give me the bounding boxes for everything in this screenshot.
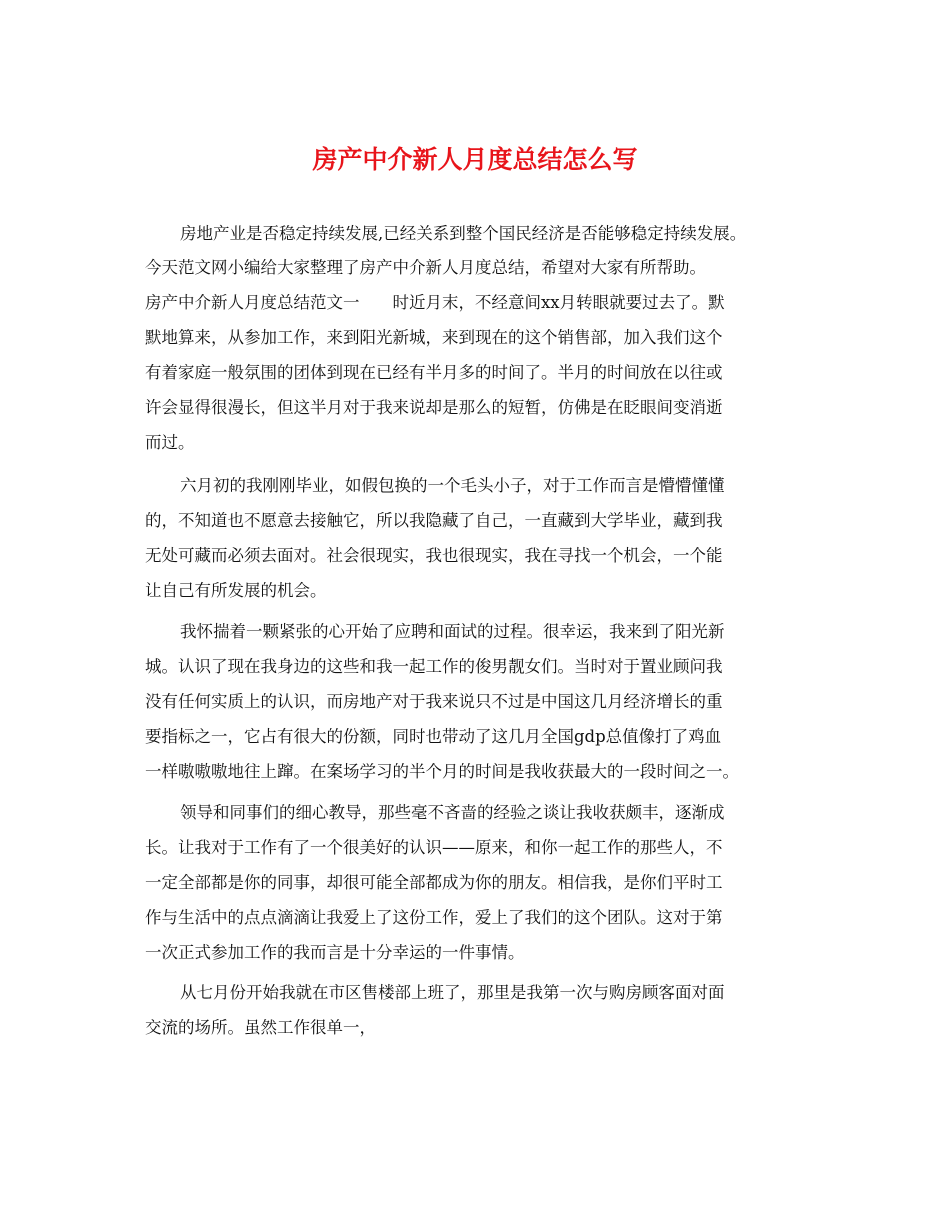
text-line: 有着家庭一般氛围的团体到现在已经有半月多的时间了。半月的时间放在以往或 bbox=[145, 363, 723, 382]
text-line: 城。认识了现在我身边的这些和我一起工作的俊男靓女们。当时对于置业顾问我 bbox=[145, 657, 723, 676]
text-line: 作与生活中的点点滴滴让我爱上了这份工作，爱上了我们的这个团队。这对于第 bbox=[145, 908, 723, 927]
text-line: 让自己有所发展的机会。 bbox=[145, 581, 327, 600]
text-line: 今天范文网小编给大家整理了房产中介新人月度总结，希望对大家有所帮助。 bbox=[145, 258, 706, 277]
text-line: 交流的场所。虽然工作很单一， bbox=[145, 1018, 376, 1037]
text-line: 要指标之一，它占有很大的份额，同时也带动了这几月全国gdp总值像打了鸡血 bbox=[145, 727, 722, 746]
text-line: 一样嗷嗷嗷地往上蹿。在案场学习的半个月的时间是我收获最大的一段时间之一。 bbox=[145, 762, 739, 781]
text-line: 无处可藏而必须去面对。社会很现实，我也很现实，我在寻找一个机会，一个能 bbox=[145, 546, 723, 565]
text-line: 一定全部都是你的同事，却很可能全部都成为你的朋友。相信我，是你们平时工 bbox=[145, 873, 723, 892]
text-line: 长。让我对于工作有了一个很美好的认识——原来，和你一起工作的那些人，不 bbox=[145, 838, 723, 857]
text-line: 六月初的我刚刚毕业，如假包换的一个毛头小子，对于工作而言是懵懵懂懂 bbox=[180, 476, 725, 495]
text-line: 而过。 bbox=[145, 433, 195, 452]
text-line: 房地产业是否稳定持续发展,已经关系到整个国民经济是否能够稳定持续发展。 bbox=[180, 224, 747, 243]
document-title: 房产中介新人月度总结怎么写 bbox=[312, 145, 638, 174]
text-line: 许会显得很漫长，但这半月对于我来说却是那么的短暂，仿佛是在眨眼间变消逝 bbox=[145, 398, 723, 417]
text-line: 的，不知道也不愿意去接触它，所以我隐藏了自己，一直藏到大学毕业，藏到我 bbox=[145, 511, 723, 530]
text-line: 领导和同事们的细心教导，那些毫不吝啬的经验之谈让我收获颇丰，逐渐成 bbox=[180, 803, 725, 822]
text-line: 房产中介新人月度总结范文一 时近月末，不经意间xx月转眼就要过去了。默 bbox=[145, 293, 725, 312]
text-line: 默地算来，从参加工作，来到阳光新城，来到现在的这个销售部，加入我们这个 bbox=[145, 328, 723, 347]
text-line: 没有任何实质上的认识，而房地产对于我来说只不过是中国这几月经济增长的重 bbox=[145, 692, 723, 711]
text-line: 我怀揣着一颗紧张的心开始了应聘和面试的过程。很幸运，我来到了阳光新 bbox=[180, 622, 725, 641]
text-line: 一次正式参加工作的我而言是十分幸运的一件事情。 bbox=[145, 943, 525, 962]
text-line: 从七月份开始我就在市区售楼部上班了，那里是我第一次与购房顾客面对面 bbox=[180, 983, 725, 1002]
